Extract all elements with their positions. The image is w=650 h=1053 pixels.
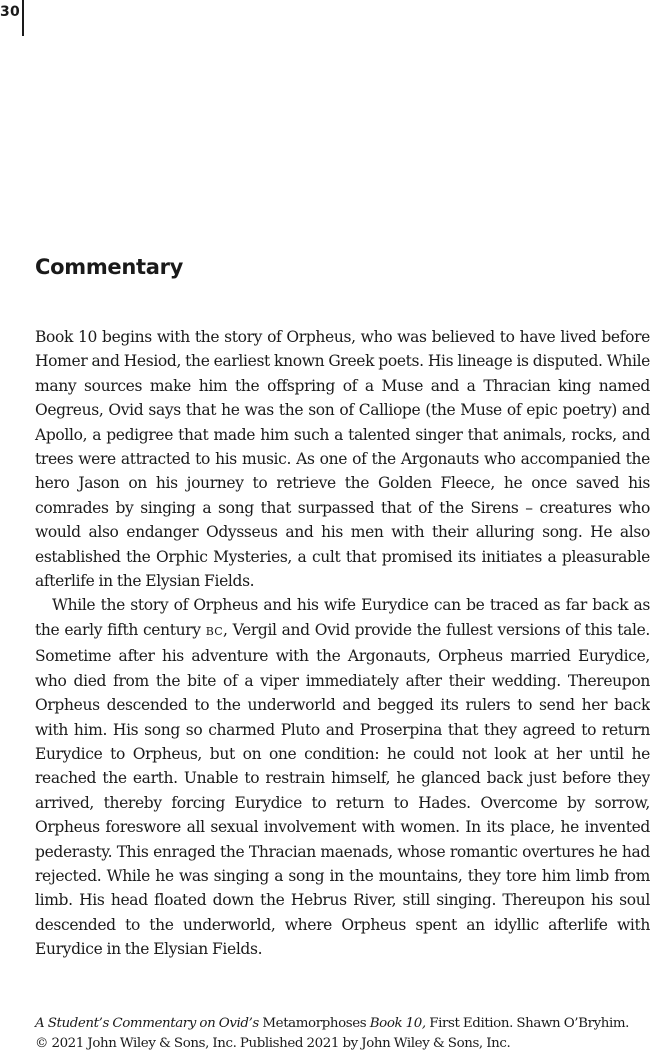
footer-work-title: Metamorphoses [259, 1016, 370, 1031]
paragraph-1: Book 10 begins with the story of Orpheus, who was believed to have lived before Homer and Hesiod, the earliest known Greek poets. His lineage is disputed. While many sources make him the offspring of a Muse and a Thracian king named Oegreus, Ovid says that he was the son of Calliope (the Muse of epic poetry) and Apollo, a pedigree that made him such a talented singer that animals, rocks, and trees were attracted to his music. As one of the Argonauts who accompanied the hero Jason on his journey to retrieve the Golden Fleece, he once saved his comrades by singing a song that surpassed that of the Sirens – creatures who would also endanger Odysseus and his men with their alluring song. He also established the Orphic Mysteries, a cult that promised its initiates a pleasurable afterlife in the Elysian Fields. [35, 325, 650, 593]
paragraph-2 [35, 593, 650, 961]
footer-book-number: Book 10, [370, 1016, 426, 1031]
paragraph-2-part-2: , Vergil and Ovid provide the fullest versions of this tale. Sometime after his adventure with the Argonauts, Orpheus married Eurydice, who died from the bite of a viper immediately after their wedding. Thereupon Orpheus descended to the underworld and begged its rulers to send her back with him. His song so charmed Pluto and Proserpina that they agreed to return Eurydice to Orpheus, but on one condition: he could not look at her until he reached the earth. Unable to restrain himself, he glanced back just before they arrived, thereby forcing Eurydice to return to Hades. Overcome by sorrow, Orpheus foreswore all sexual involvement with women. In its place, he invented pederasty. This enraged the Thracian maenads, whose romantic overtures he had rejected. While he was singing a song in the mountains, they tore him limb from limb. His head floated down the Hebrus River, still singing. Thereupon his soul descended to the underworld, where Orpheus spent an idyllic afterlife with Eurydice in the Elysian Fields. [35, 621, 650, 958]
copyright-footer [35, 1014, 650, 1053]
paragraph-2-part-1: While the story of Orpheus and his wife Eurydice can be traced as far back as the early fifth century [35, 596, 650, 638]
footer-citation-line [35, 1014, 650, 1034]
era-abbreviation: BC [206, 625, 223, 638]
footer-book-title: A Student’s Commentary on Ovid’s [35, 1016, 259, 1031]
page-number-rule [22, 0, 24, 36]
footer-copyright-line: © 2021 John Wiley & Sons, Inc. Published 2021 by John Wiley & Sons, Inc. [35, 1034, 650, 1053]
section-heading: Commentary [35, 252, 183, 282]
footer-edition-author: First Edition. Shawn O’Bryhim. [426, 1016, 629, 1031]
commentary-body [35, 325, 650, 962]
page-number: 30 [0, 4, 20, 20]
